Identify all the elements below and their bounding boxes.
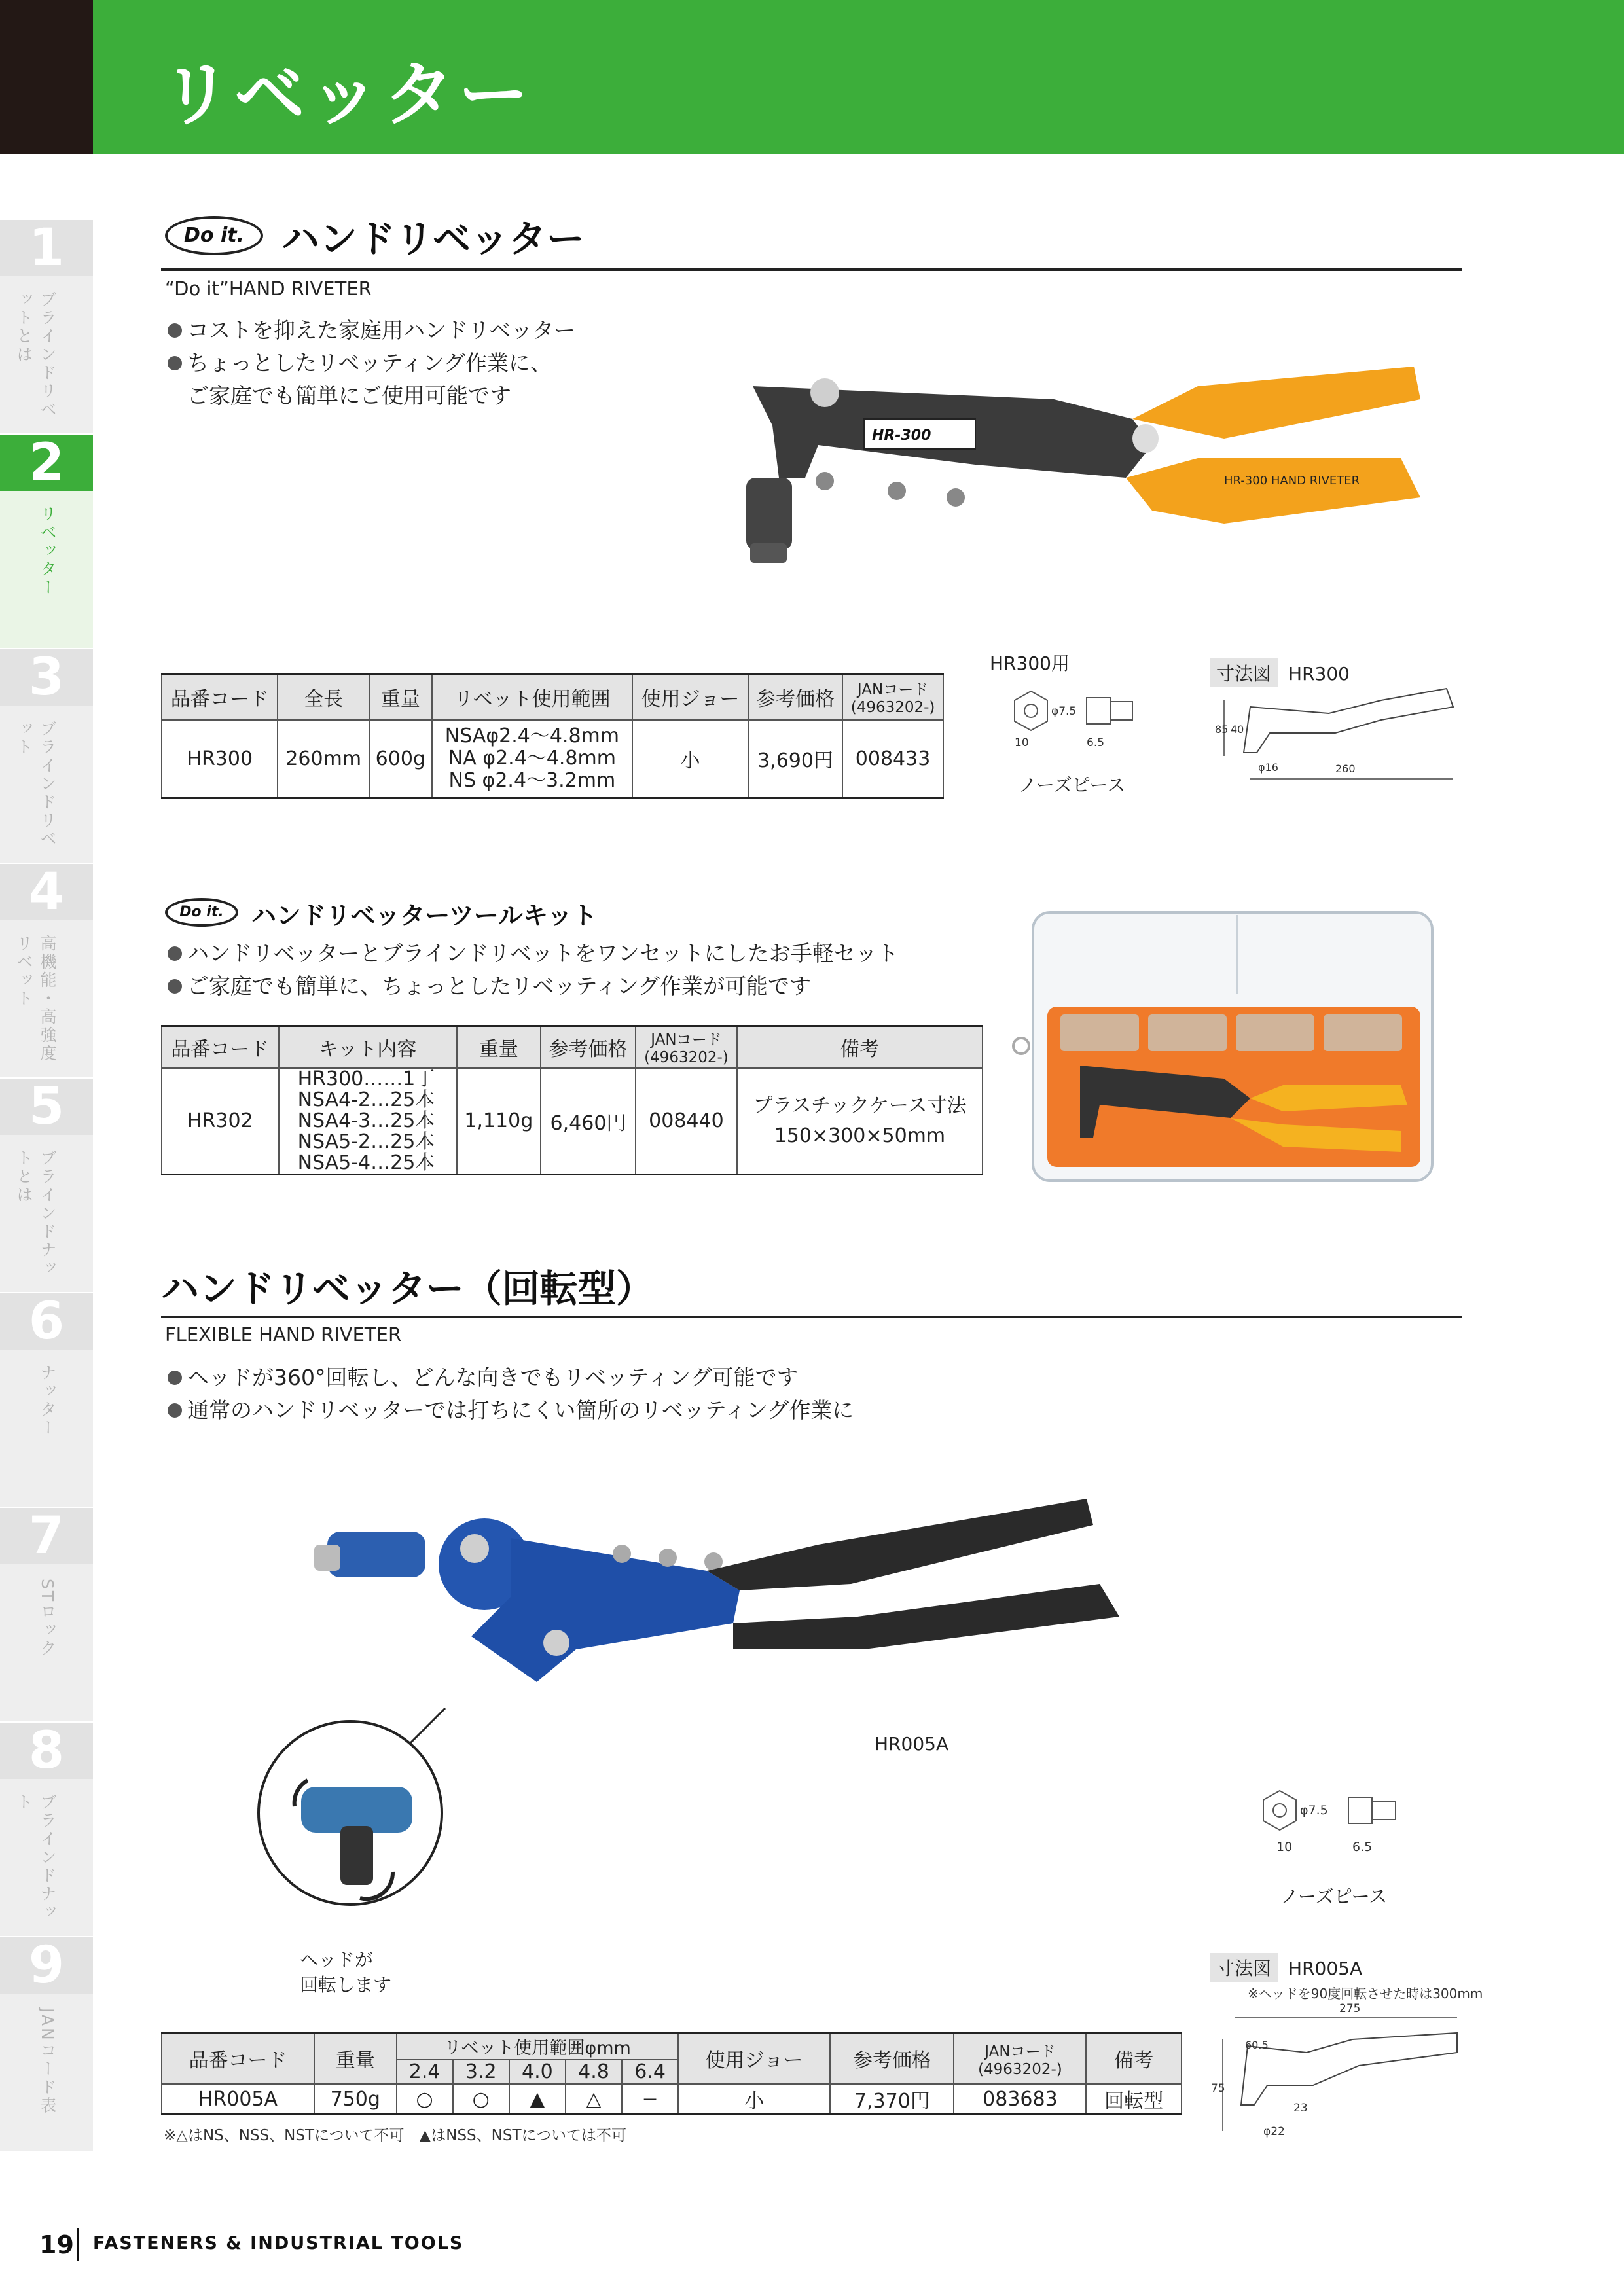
hr005a-dimension-drawing [1208, 2000, 1470, 2144]
hr300-dimension-drawing [1211, 681, 1466, 798]
note-line: 150×300×50mm [774, 1124, 946, 1147]
th-jaw: 使用ジョー [632, 674, 748, 720]
th-size: 4.0 [509, 2060, 566, 2084]
bullet-dot [168, 1371, 182, 1385]
bullet-continuation: ご家庭でも簡単にご使用可能です [187, 383, 511, 408]
hr005a-dimension-note: ※ヘッドを90度回転させた時は300mm [1248, 1986, 1483, 2001]
dim-head-diameter: φ16 [1258, 761, 1278, 774]
side-tab-label: STロック [38, 1579, 57, 1659]
bullet-item [168, 314, 575, 347]
dim-length: 275 [1339, 2002, 1361, 2015]
dim-head-diameter: φ22 [1263, 2125, 1285, 2138]
kit-line: NSA4-3…25本 [297, 1109, 435, 1132]
cell-note [737, 1068, 983, 1175]
bullet-dot [168, 356, 182, 370]
section3-rule [161, 1316, 1462, 1318]
cell-mark: ○ [453, 2084, 509, 2115]
caption-line: ヘッドが [300, 1949, 374, 1971]
side-tab-number: 2 [0, 435, 93, 491]
side-tab-number: 5 [0, 1079, 93, 1135]
hr005a-product-image [314, 1486, 1139, 1721]
side-tab-label: ブラインドナットとは [14, 1149, 57, 1278]
bullet-dot [168, 323, 182, 338]
section3-bullets [168, 1361, 854, 1427]
th-jan-label: JANコード [984, 2043, 1056, 2060]
th-jan [954, 2033, 1086, 2085]
cell-mark: △ [566, 2084, 622, 2115]
side-tab-label: リベッター [38, 505, 57, 597]
side-tab-9[interactable] [0, 1937, 93, 2151]
side-tab-5[interactable] [0, 1079, 93, 1292]
hr005a-dimension-header [1210, 1953, 1362, 1982]
hr005a-nose-caption: ノーズピース [1280, 1886, 1388, 1907]
kit-line: NSA5-4…25本 [297, 1151, 435, 1174]
rotating-head-zoom [255, 1702, 471, 1924]
side-tab-number: 6 [0, 1293, 93, 1350]
bullet-item [168, 1394, 854, 1427]
dimension-label: 寸法図 [1210, 658, 1278, 687]
bullet-item [168, 1361, 854, 1394]
side-tab-4[interactable] [0, 864, 93, 1077]
hr300-handle-label: HR-300 HAND RIVETER [1224, 474, 1360, 488]
side-tab-label: ナッター [38, 1364, 57, 1437]
hr005a-caption: HR005A [875, 1733, 949, 1755]
side-tab-3[interactable] [0, 649, 93, 863]
hr302-spec-table [161, 1025, 983, 1175]
kit-line: NSA5-2…25本 [297, 1130, 435, 1153]
side-tab-label: ブラインドリベットとは [14, 291, 57, 419]
section1-title: ハンドリベッター [281, 217, 585, 261]
cell-weight: 600g [369, 720, 432, 798]
dim-length: 260 [1335, 762, 1356, 775]
th-kit-contents: キット内容 [279, 1026, 457, 1068]
bullet-item [168, 937, 899, 970]
section2-title: ハンドリベッターツールキット [251, 901, 598, 930]
section3-english-title: FLEXIBLE HAND RIVETER [165, 1323, 402, 1346]
dim-head-height: 23 [1293, 2102, 1308, 2115]
th-size: 6.4 [622, 2060, 678, 2084]
cell-code: HR005A [162, 2084, 314, 2115]
cell-jaw: 小 [632, 720, 748, 798]
th-weight: 重量 [314, 2033, 397, 2085]
cell-jan: 008440 [636, 1068, 737, 1175]
side-tab-2[interactable] [0, 435, 93, 648]
nose-dim-diameter: φ7.5 [1051, 705, 1077, 718]
header-dark-block [0, 0, 93, 154]
side-tab-number: 3 [0, 649, 93, 706]
cell-jan: 083683 [954, 2084, 1086, 2115]
side-tab-label: ブラインドナット [14, 1793, 57, 1922]
dim-height: 75 [1211, 2082, 1225, 2095]
th-price: 参考価格 [830, 2033, 954, 2085]
hr302-kit-image [1008, 908, 1440, 1190]
hr300-nose-title: HR300用 [990, 653, 1070, 674]
side-tab-number: 9 [0, 1937, 93, 1994]
cell-rivet-range [432, 720, 632, 798]
cell-mark: − [622, 2084, 678, 2115]
footer-divider [77, 2228, 79, 2261]
bullet-dot [168, 946, 182, 961]
th-jan-prefix: (4963202-) [644, 1049, 729, 1067]
th-size: 4.8 [566, 2060, 622, 2084]
cell-note: 回転型 [1086, 2084, 1182, 2115]
range-line: NA φ2.4〜4.8mm [448, 747, 616, 770]
bullet-text: ヘッドが360°回転し、どんな向きでもリベッティング可能です [187, 1365, 799, 1390]
th-note: 備考 [1086, 2033, 1182, 2085]
hr300-product-image [727, 347, 1460, 596]
th-jan [636, 1026, 737, 1068]
cell-price: 7,370円 [830, 2084, 954, 2115]
cell-mark: ○ [397, 2084, 453, 2115]
note-line: プラスチックケース寸法 [753, 1094, 967, 1117]
side-tab-label: 高機能・高強度リベット [14, 935, 57, 1063]
section3-title: ハンドリベッター（回転型） [161, 1266, 654, 1311]
section1-bullets [168, 314, 575, 412]
cell-kit-contents [279, 1068, 457, 1175]
side-tab-number: 8 [0, 1723, 93, 1779]
nose-dim-length: 10 [1015, 736, 1029, 749]
th-code: 品番コード [162, 2033, 314, 2085]
side-tab-label: ブラインドリベット [14, 720, 57, 848]
th-jan-prefix: (4963202-) [850, 699, 935, 717]
section1-english-title: “Do it”HAND RIVETER [165, 278, 372, 300]
bullet-dot [168, 1403, 182, 1418]
th-jan-label: JANコード [651, 1031, 722, 1049]
th-weight: 重量 [457, 1026, 541, 1068]
hr300-body-label: HR-300 [872, 427, 931, 444]
th-size: 2.4 [397, 2060, 453, 2084]
rotating-head-caption [300, 1948, 391, 1998]
cell-length: 260mm [278, 720, 369, 798]
dim-height: 85 [1215, 723, 1229, 736]
hr300-spec-table [161, 673, 944, 799]
bullet-item [168, 970, 899, 1003]
side-tab-8[interactable] [0, 1723, 93, 1936]
bullet-item [168, 347, 575, 380]
dim-offset: 60.5 [1245, 2039, 1269, 2051]
cell-weight: 750g [314, 2084, 397, 2115]
th-jan [842, 674, 943, 720]
cell-code: HR302 [162, 1068, 279, 1175]
page-number: 19 [39, 2231, 74, 2259]
doit-logo-small: Do it. [165, 898, 238, 927]
hr300-nose-drawing [995, 681, 1152, 759]
side-tab-number: 4 [0, 864, 93, 920]
nose-dim-thread: 6.5 [1352, 1840, 1373, 1854]
bullet-text: コストを抑えた家庭用ハンドリベッター [187, 317, 576, 343]
th-size: 3.2 [453, 2060, 509, 2084]
footer-tag: FASTENERS & INDUSTRIAL TOOLS [93, 2233, 464, 2253]
hr005a-footnote: ※△はNS、NSS、NSTについて不可 ▲はNSS、NSTについては不可 [164, 2127, 627, 2144]
range-line: NSAφ2.4〜4.8mm [444, 725, 619, 748]
nose-dim-diameter: φ7.5 [1300, 1803, 1328, 1818]
th-jan-label: JANコード [857, 681, 929, 699]
dimension-model: HR300 [1288, 663, 1350, 685]
th-jan-prefix: (4963202-) [978, 2060, 1062, 2078]
side-tab-6[interactable] [0, 1293, 93, 1507]
th-rivet-range: リベット使用範囲φmm [397, 2033, 679, 2060]
th-jaw: 使用ジョー [678, 2033, 830, 2085]
cell-mark: ▲ [509, 2084, 566, 2115]
dimension-model: HR005A [1288, 1958, 1363, 1979]
cell-jaw: 小 [678, 2084, 830, 2115]
cell-jan: 008433 [842, 720, 943, 798]
caption-line: 回転します [300, 1974, 392, 1996]
bullet-text: ハンドリベッターとブラインドリベットをワンセットにしたお手軽セット [187, 941, 899, 966]
cell-weight: 1,110g [457, 1068, 541, 1175]
side-tab-1[interactable] [0, 220, 93, 433]
bullet-text: 通常のハンドリベッターでは打ちにくい箇所のリベッティング作業に [187, 1397, 854, 1423]
cell-price: 6,460円 [541, 1068, 636, 1175]
hr005a-spec-table [161, 2032, 1182, 2115]
range-line: NS φ2.4〜3.2mm [448, 769, 616, 793]
cell-price: 3,690円 [748, 720, 842, 798]
kit-line: HR300……1丁 [297, 1067, 435, 1090]
th-price: 参考価格 [748, 674, 842, 720]
hr005a-nose-drawing [1250, 1780, 1420, 1865]
th-weight: 重量 [369, 674, 432, 720]
bullet-text: ご家庭でも簡単に、ちょっとしたリベッティング作業が可能です [187, 973, 812, 999]
th-code: 品番コード [162, 1026, 279, 1068]
th-code: 品番コード [162, 674, 278, 720]
section1-rule [161, 268, 1462, 271]
kit-line: NSA4-2…25本 [297, 1088, 435, 1111]
cell-code: HR300 [162, 720, 278, 798]
side-tab-label: JANコード表 [38, 2008, 57, 2115]
nose-dim-length: 10 [1276, 1840, 1293, 1854]
side-tab-7[interactable] [0, 1508, 93, 1721]
side-tab-number: 1 [0, 220, 93, 276]
bullet-text: ちょっとしたリベッティング作業に、 [187, 350, 552, 376]
dim-head-height: 40 [1231, 723, 1244, 736]
th-price: 参考価格 [541, 1026, 636, 1068]
page-title: リベッター [161, 54, 533, 136]
dimension-label: 寸法図 [1210, 1953, 1278, 1982]
section2-bullets [168, 937, 899, 1003]
nose-dim-thread: 6.5 [1087, 736, 1105, 749]
side-tab-number: 7 [0, 1508, 93, 1564]
th-note: 備考 [737, 1026, 983, 1068]
bullet-dot [168, 979, 182, 994]
doit-logo: Do it. [165, 216, 263, 255]
th-length: 全長 [278, 674, 369, 720]
hr300-nose-caption: ノーズピース [1019, 774, 1126, 796]
th-rivet-range: リベット使用範囲 [432, 674, 632, 720]
